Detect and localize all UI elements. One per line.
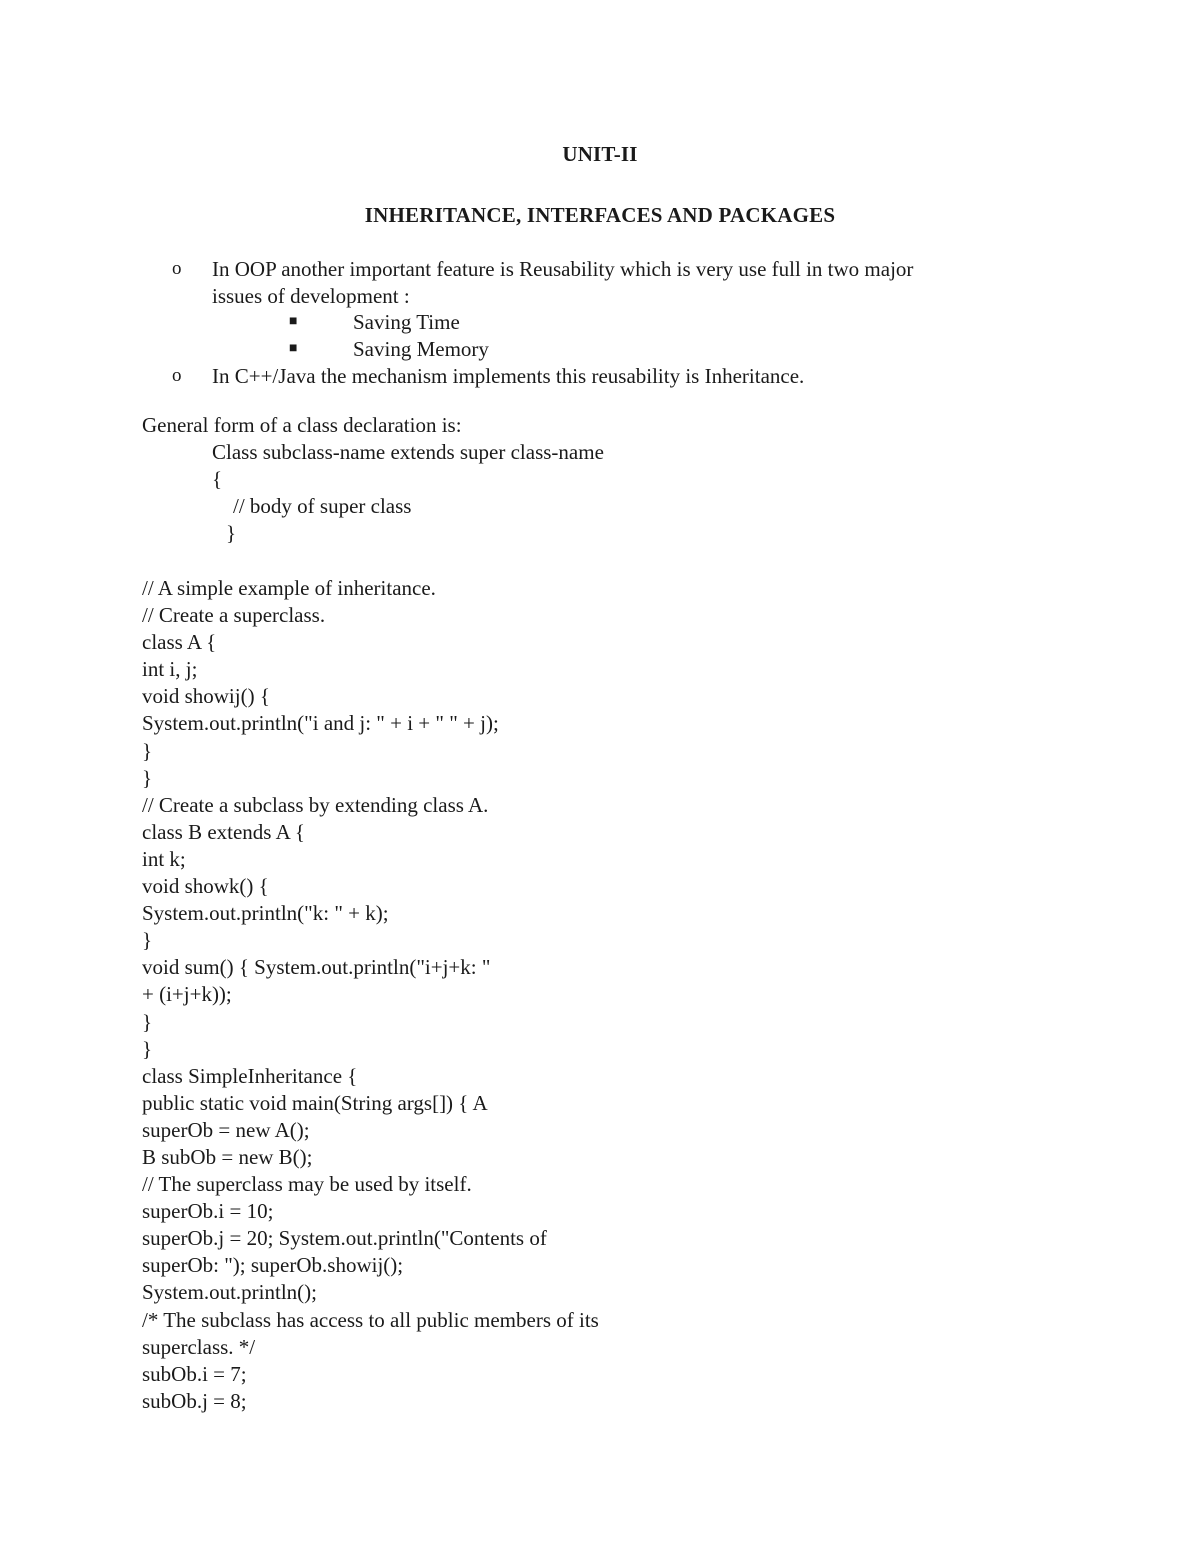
page-title: INHERITANCE, INTERFACES AND PACKAGES xyxy=(364,203,836,227)
unit-heading: UNIT-II xyxy=(562,142,638,166)
code-line: } xyxy=(142,738,153,763)
code-line: superOb.j = 20; System.out.println("Contents of xyxy=(142,1226,547,1251)
general-form-intro: General form of a class declaration is: xyxy=(142,413,462,437)
open-brace: { xyxy=(212,467,223,491)
code-line: subOb.j = 8; xyxy=(142,1388,247,1413)
general-form-section xyxy=(142,412,604,547)
circle-bullet-icon: o xyxy=(172,364,182,386)
code-line: System.out.println("k: " + k); xyxy=(142,901,389,926)
code-line: // Create a subclass by extending class A. xyxy=(142,792,489,817)
list-item xyxy=(172,256,1072,283)
class-declaration: Class subclass-name extends super class-name xyxy=(212,440,604,464)
code-line: class B extends A { xyxy=(142,819,305,844)
code-line: B subOb = new B(); xyxy=(142,1144,313,1169)
square-bullet-icon: ■ xyxy=(289,341,298,357)
code-line: class A { xyxy=(142,630,217,655)
code-line: superOb = new A(); xyxy=(142,1117,310,1142)
code-line: class SimpleInheritance { xyxy=(142,1063,358,1088)
sub-list-item xyxy=(289,336,1072,363)
code-line: superOb.i = 10; xyxy=(142,1199,274,1224)
code-line: // The superclass may be used by itself. xyxy=(142,1172,472,1197)
code-line: System.out.println(); xyxy=(142,1280,317,1305)
body-comment: // body of super class xyxy=(233,494,412,518)
circle-bullet-icon: o xyxy=(172,258,182,279)
code-line: // A simple example of inheritance. xyxy=(142,576,436,600)
code-listing xyxy=(142,575,1042,1415)
code-line: + (i+j+k)); xyxy=(142,982,232,1007)
list-item-text: In OOP another important feature is Reusability which is very use full in two major xyxy=(212,257,914,281)
code-line: // Create a superclass. xyxy=(142,603,326,628)
code-line: void sum() { System.out.println("i+j+k: " xyxy=(142,955,491,980)
code-line: int k; xyxy=(142,846,186,871)
square-bullet-icon: ■ xyxy=(289,314,298,330)
code-line: void showk() { xyxy=(142,874,269,899)
sub-list-item xyxy=(289,309,1072,336)
code-line: } xyxy=(142,1009,153,1034)
code-line: subOb.i = 7; xyxy=(142,1361,247,1386)
code-line: superclass. */ xyxy=(142,1334,256,1359)
code-line: superOb: "); superOb.showij(); xyxy=(142,1253,404,1278)
code-line: int i, j; xyxy=(142,657,198,682)
list-item xyxy=(172,363,1072,390)
code-line: } xyxy=(142,1036,153,1061)
sub-list-item-text: Saving Memory xyxy=(353,337,489,362)
sub-list-item-text: Saving Time xyxy=(353,310,460,335)
list-item-continuation xyxy=(172,283,1072,310)
code-line: void showij() { xyxy=(142,684,270,709)
bullet-list xyxy=(172,256,1072,390)
list-item-text: In C++/Java the mechanism implements this reusability is Inheritance. xyxy=(212,363,805,388)
code-line: public static void main(String args[]) { A xyxy=(142,1090,488,1115)
code-line: System.out.println("i and j: " + i + " " + j); xyxy=(142,711,499,736)
list-item-text: issues of development : xyxy=(212,283,410,308)
close-brace: } xyxy=(226,521,237,545)
code-line: } xyxy=(142,765,153,790)
code-line: } xyxy=(142,928,153,953)
code-line: /* The subclass has access to all public members of its xyxy=(142,1307,599,1332)
